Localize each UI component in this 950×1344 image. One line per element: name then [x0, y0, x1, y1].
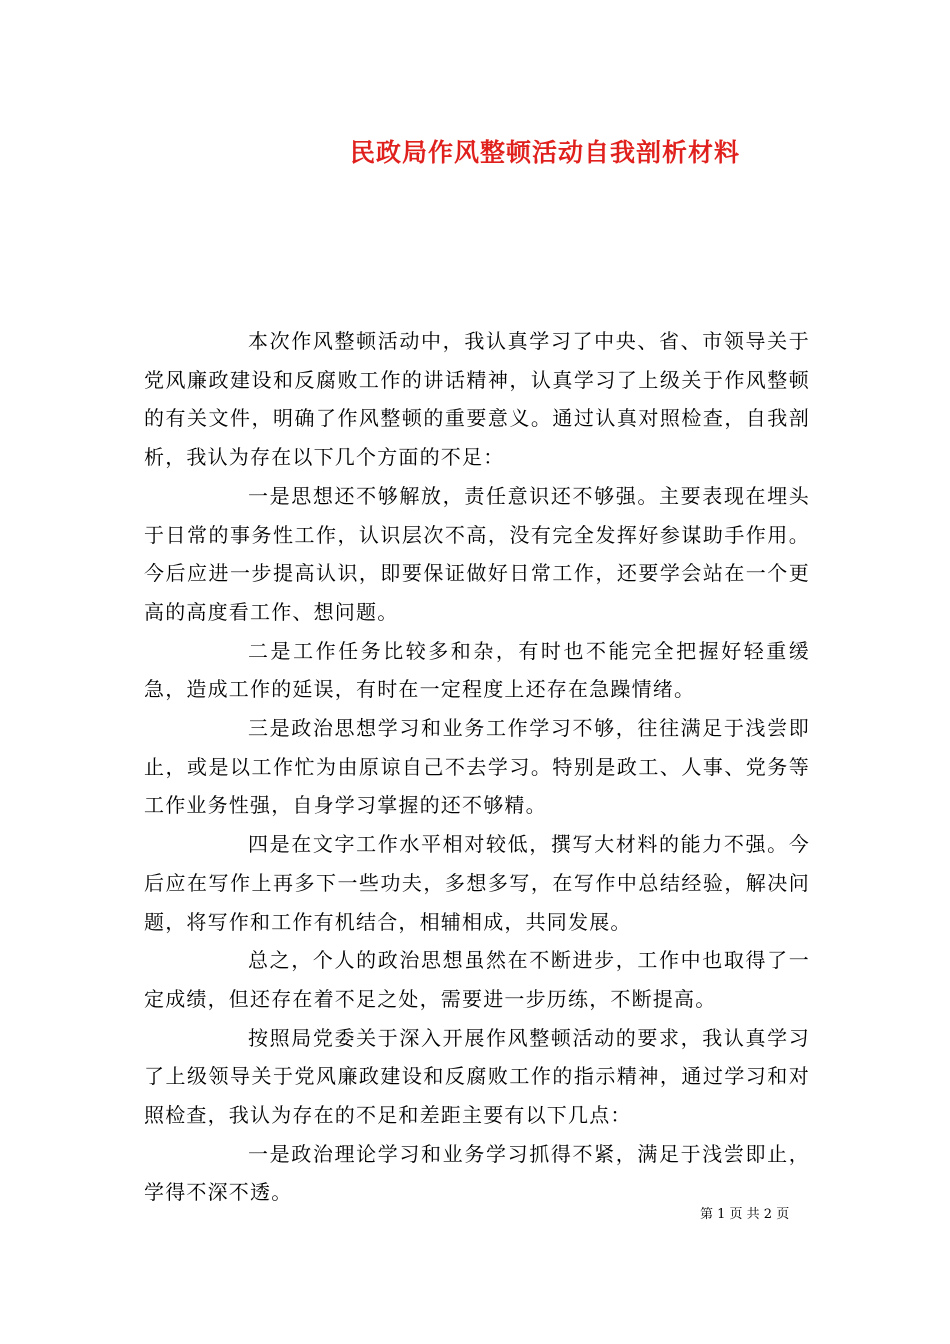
paragraph-point-2: 二是工作任务比较多和杂，有时也不能完全把握好轻重缓急，造成工作的延误，有时在一定程度上还存在急躁情绪。 [144, 638, 810, 702]
paragraph-intro: 本次作风整顿活动中，我认真学习了中央、省、市领导关于党风廉政建设和反腐败工作的讲话精神，认真学习了上级关于作风整顿的有关文件，明确了作风整顿的重要意义。通过认真对照检查，自我剖析，我认为存在以下几个方面的不足： [144, 329, 810, 470]
paragraph-second-intro: 按照局党委关于深入开展作风整顿活动的要求，我认真学习了上级领导关于党风廉政建设和反腐败工作的指示精神，通过学习和对照检查，我认为存在的不足和差距主要有以下几点： [144, 1025, 810, 1128]
page-number: 第 1 页 共 2 页 [700, 1207, 790, 1222]
paragraph-point-1: 一是思想还不够解放，责任意识还不够强。主要表现在埋头于日常的事务性工作，认识层次不高，没有完全发挥好参谋助手作用。今后应进一步提高认识，即要保证做好日常工作，还要学会站在一个更高的高度看工作、想问题。 [144, 483, 810, 624]
document-title: 民政局作风整顿活动自我剖析材料 [349, 138, 740, 167]
document-body [144, 322, 810, 1212]
paragraph-point-3: 三是政治思想学习和业务工作学习不够，往往满足于浅尝即止，或是以工作忙为由原谅自己不去学习。特别是政工、人事、党务等工作业务性强，自身学习掌握的还不够精。 [144, 716, 810, 818]
paragraph-point-4: 四是在文字工作水平相对较低，撰写大材料的能力不强。今后应在写作上再多下一些功夫，多想多写，在写作中总结经验，解决问题，将写作和工作有机结合，相辅相成，共同发展。 [144, 832, 810, 934]
paragraph-summary: 总之，个人的政治思想虽然在不断进步，工作中也取得了一定成绩，但还存在着不足之处，需要进一步历练，不断提高。 [144, 948, 810, 1011]
paragraph-second-point-1: 一是政治理论学习和业务学习抓得不紧，满足于浅尝即止，学得不深不透。 [144, 1141, 810, 1205]
